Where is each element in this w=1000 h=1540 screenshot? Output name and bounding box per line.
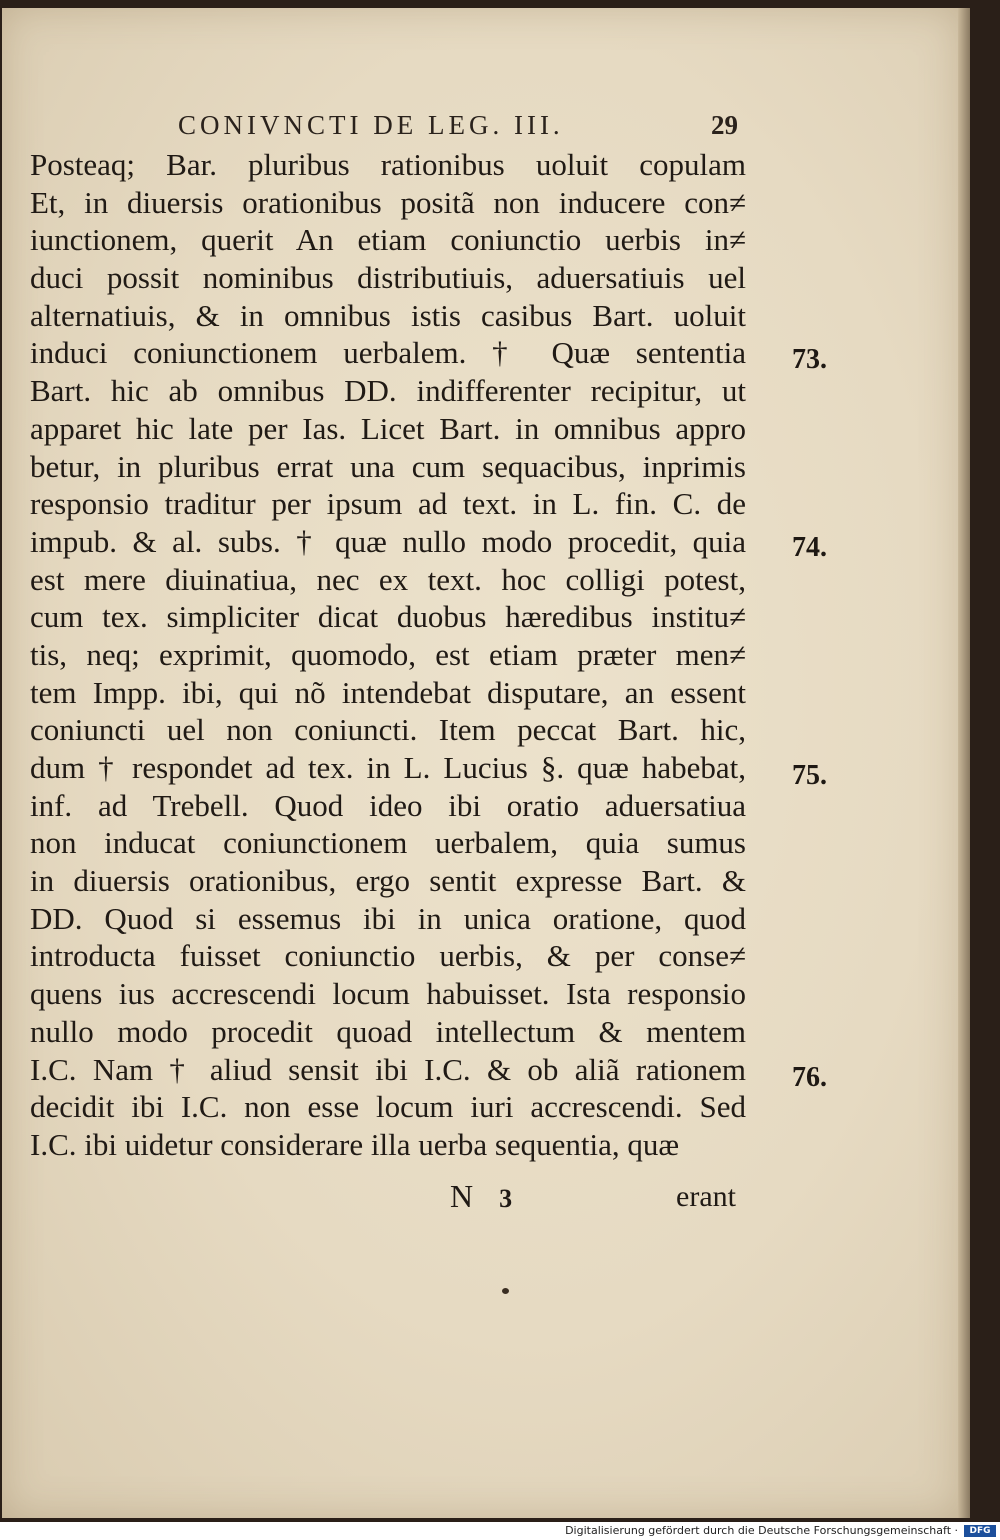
text-line: iunctionem, querit An etiam coniunctio uerbis in≠ xyxy=(30,222,746,258)
digitization-credit-bar xyxy=(0,1522,1000,1540)
text-line: cum tex. simpliciter dicat duobus hæredibus institu≠ xyxy=(30,599,746,635)
text-line: I.C. Nam † aliud sensit ibi I.C. & ob aliã rationem xyxy=(30,1051,746,1087)
catchword: erant xyxy=(676,1180,736,1213)
text-line: apparet hic late per Ias. Licet Bart. in omnibus appro xyxy=(30,410,746,446)
running-head: CONIVNCTI DE LEG. III. xyxy=(178,110,564,140)
page-edge-shadow xyxy=(958,8,970,1518)
text-line: alternatiuis, & in omnibus istis casibus Bart. uoluit xyxy=(30,297,746,333)
text-line: est mere diuinatiua, nec ex text. hoc colligi potest, xyxy=(30,561,746,597)
page-footer xyxy=(450,1178,736,1218)
text-line: induci coniunctionem uerbalem. † Quæ sententia xyxy=(30,335,746,371)
text-line: nullo modo procedit quoad intellectum & mentem xyxy=(30,1013,746,1049)
marginal-number: 76. xyxy=(792,1062,827,1093)
text-line: non inducat coniunctionem uerbalem, quia sumus xyxy=(30,825,746,861)
text-line: Bart. hic ab omnibus DD. indifferenter recipitur, ut xyxy=(30,373,746,409)
credit-text: Digitalisierung gefördert durch die Deutsche Forschungsgemeinschaft · xyxy=(565,1524,958,1537)
marginal-number: 75. xyxy=(792,760,827,791)
text-line: coniuncti uel non coniuncti. Item peccat Bart. hic, xyxy=(30,712,746,748)
text-line: dum † respondet ad tex. in L. Lucius §. quæ habebat, xyxy=(30,750,746,785)
marginal-number: 73. xyxy=(792,344,827,375)
page-header xyxy=(178,110,738,150)
signature-letter: N xyxy=(450,1178,474,1214)
text-line: betur, in pluribus errat una cum sequacibus, inprimis xyxy=(30,448,746,484)
marginal-number: 74. xyxy=(792,532,827,563)
text-line: quens ius accrescendi locum habuisset. Ista responsio xyxy=(30,976,746,1012)
ink-speck xyxy=(502,1288,509,1294)
text-line: responsio traditur per ipsum ad text. in L. fin. C. de xyxy=(30,486,746,522)
text-line: DD. Quod si essemus ibi in unica oratione, quod xyxy=(30,900,746,936)
text-line: I.C. ibi uidetur considerare illa uerba sequentia, quæ xyxy=(30,1126,680,1162)
text-line: tem Impp. ibi, qui nõ intendebat disputare, an essent xyxy=(30,674,746,710)
text-line: Et, in diuersis orationibus positã non inducere con≠ xyxy=(30,184,746,220)
text-line: impub. & al. subs. † quæ nullo modo procedit, quia xyxy=(30,523,746,559)
dfg-logo-icon: DFG xyxy=(964,1525,996,1537)
main-text-block xyxy=(30,146,746,1164)
signature-number: 3 xyxy=(499,1184,513,1213)
text-line: duci possit nominibus distributiuis, aduersatiuis uel xyxy=(30,260,746,296)
text-line: in diuersis orationibus, ergo sentit expresse Bart. & xyxy=(30,863,746,899)
text-line: tis, neq; exprimit, quomodo, est etiam præter men≠ xyxy=(30,636,746,672)
folio-number: 29 xyxy=(711,110,738,140)
text-line: inf. ad Trebell. Quod ideo ibi oratio aduersatiua xyxy=(30,787,746,823)
text-line: decidit ibi I.C. non esse locum iuri accrescendi. Sed xyxy=(30,1089,746,1125)
text-line: introducta fuisset coniunctio uerbis, & per conse≠ xyxy=(30,938,746,974)
text-line: Posteaq; Bar. pluribus rationibus uoluit copulam xyxy=(30,147,746,182)
signature-mark xyxy=(450,1178,512,1215)
